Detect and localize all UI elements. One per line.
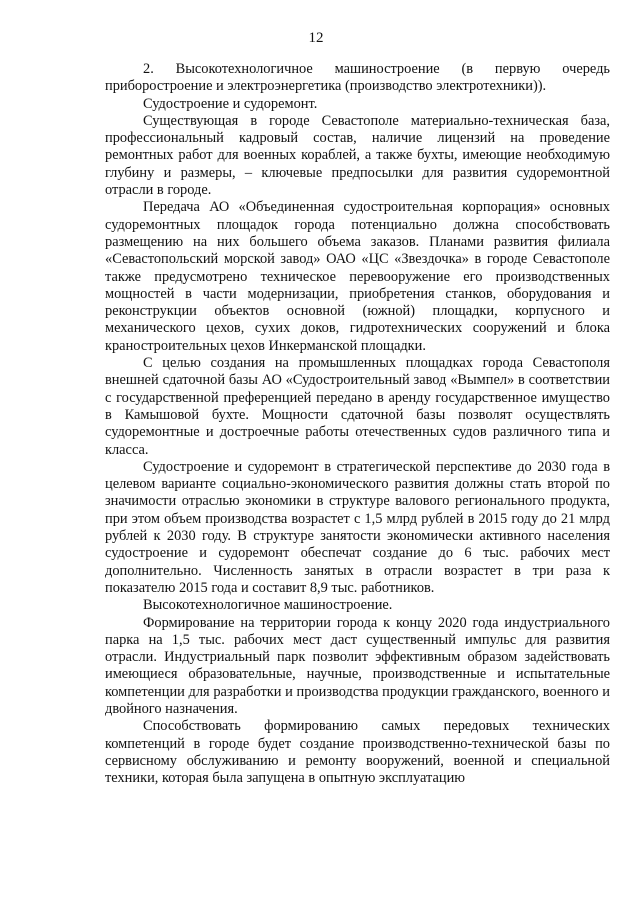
document-body: [105, 61, 610, 787]
paragraph: Передача АО «Объединенная судостроительная корпорация» основных судоремонтных площадок города потенциально должна способствовать размещению на них большего объема заказов. Планами развития филиала «Севастопольский морской завод» ОАО «ЦС «Звездочка» в городе Севастополе также предусмотрено техническое перевооружение его производственных мощностей в части модернизации, приобретения станков, оборудования и реконструкции объектов основной (южной) площадки, корпусного и механического цехов, сухих доков, гидротехнических сооружений и блока краностроительных цехов Инкерманской площадки.: [105, 199, 610, 354]
paragraph: Формирование на территории города к концу 2020 года индустриального парка на 1,5 тыс. рабочих мест даст существенный импульс для развития отрасли. Индустриальный парк позволит эффективным образом задействовать имеющиеся образовательные, научные, производственные и испытательные компетенции для разработки и производства продукции гражданского, военного и двойного назначения.: [105, 614, 610, 717]
paragraph-section-machinery: Высокотехнологичное машиностроение.: [143, 597, 393, 614]
paragraph-section-shipbuilding: Судостроение и судоремонт.: [143, 95, 318, 112]
paragraph-item-heading: 2. Высокотехнологичное машиностроение (в первую очередь приборостроение и электроэнергетика (производство электротехники)).: [105, 61, 610, 95]
page-number: 12: [308, 30, 324, 46]
paragraph: С целью создания на промышленных площадках города Севастополя внешней сдаточной базы АО «Судостроительный завод «Вымпел» в соответствии с государственной преференцией передано в аренду государственное имущество в Камышовой бухте. Мощности сдаточной базы позволят осуществлять судоремонтные и достроечные работы отечественных судов различного типа и класса.: [105, 355, 610, 458]
paragraph: Существующая в городе Севастополе материально-техническая база, профессиональный кадровый состав, наличие лицензий на проведение ремонтных работ для военных кораблей, а также бухты, имеющие необходимую глубину и размеры, – ключевые предпосылки для развития судоремонтной отрасли в городе.: [105, 112, 610, 199]
paragraph: Способствовать формированию самых передовых технических компетенций в городе будет создание производственно-технической базы по сервисному обслуживанию и ремонту вооружений, военной и специальной техники, которая была запущена в опытную эксплуатацию: [105, 718, 610, 787]
paragraph: Судостроение и судоремонт в стратегической перспективе до 2030 года в целевом варианте социально-экономического развития должны стать второй по значимости отраслью экономики в структуре валового регионального продукта, при этом объем производства возрастет с 1,5 млрд рублей в 2015 году до 21 млрд рублей к 2030 году. В структуре занятости экономически активного населения судостроение и судоремонт обеспечат создание до 6 тыс. рабочих мест дополнительно. Численность занятых в отрасли возрастет в три раза к показателю 2015 года и составит 8,9 тыс. работников.: [105, 458, 610, 596]
